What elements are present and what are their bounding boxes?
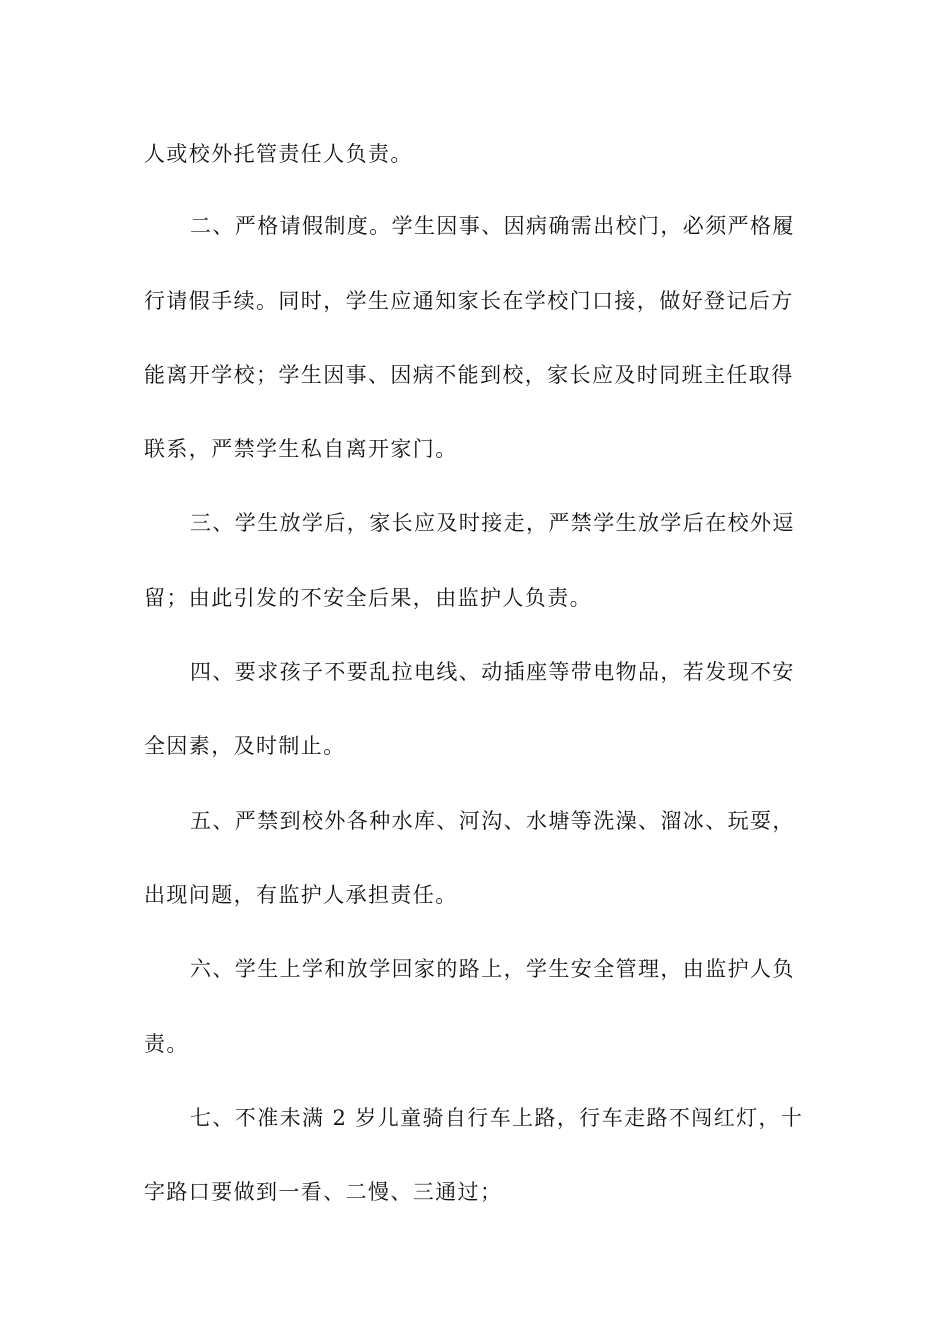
paragraph-2-start: 二、严格请假制度。学生因事、因病确需出校门，必须严格履 [190,214,795,238]
text-line: 责。 [144,1032,189,1056]
text-line: 字路口要做到一看、二慢、三通过； [144,1180,503,1204]
text-line: 留；由此引发的不安全后果，由监护人负责。 [144,586,592,610]
paragraph-5-start: 五、严禁到校外各种水库、河沟、水塘等洗澡、溜冰、玩耍， [190,809,795,833]
paragraph-6-start: 六、学生上学和放学回家的路上，学生安全管理，由监护人负 [190,957,795,981]
paragraph-7-start: 七、不准未满 2 岁儿童骑自行车上路，行车走路不闯红灯，十 [190,1106,804,1130]
paragraph-4-start: 四、要求孩子不要乱拉电线、动插座等带电物品，若发现不安 [190,660,795,684]
text-line: 行请假手续。同时，学生应通知家长在学校门口接，做好登记后方 [144,289,794,313]
text-line: 出现问题，有监护人承担责任。 [144,883,458,907]
text-line: 联系，严禁学生私自离开家门。 [144,437,458,461]
paragraph-3-start: 三、学生放学后，家长应及时接走，严禁学生放学后在校外逗 [190,511,795,535]
text-line: 全因素，及时制止。 [144,734,346,758]
text-line: 人或校外托管责任人负责。 [144,142,413,166]
text-line: 能离开学校；学生因事、因病不能到校，家长应及时同班主任取得 [144,363,794,387]
